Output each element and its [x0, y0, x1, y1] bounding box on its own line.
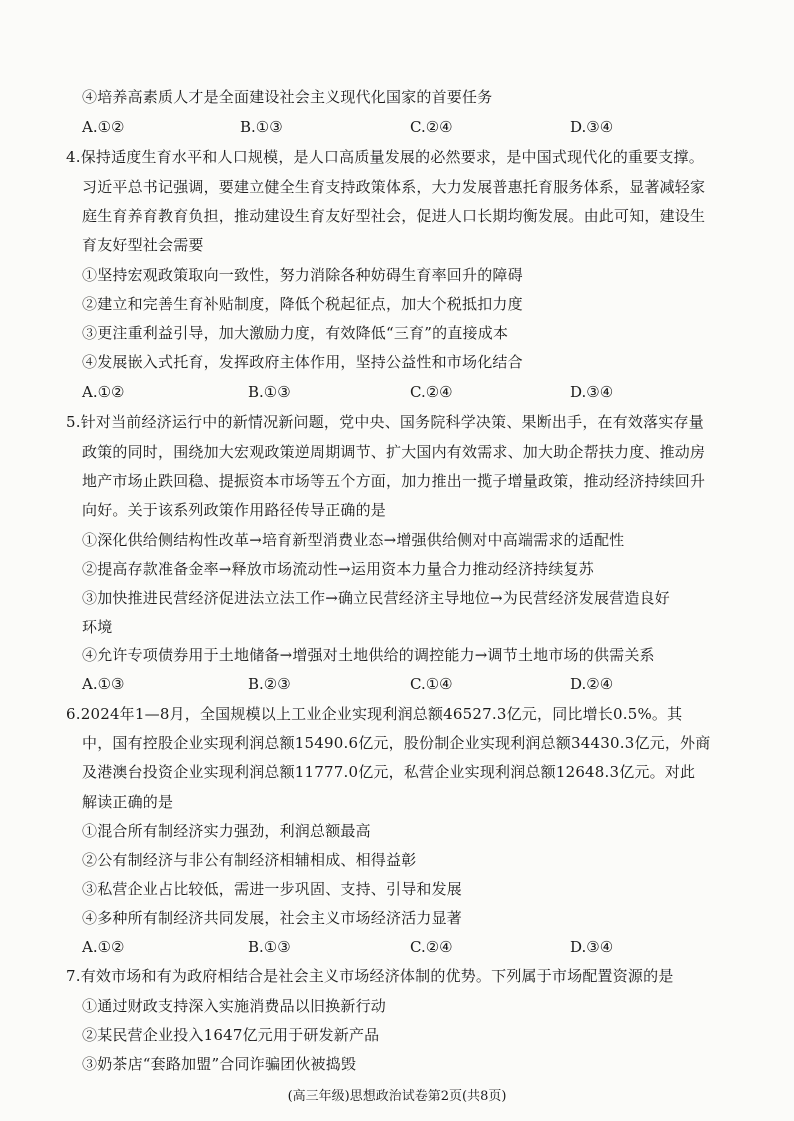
- q6-item: ④多种所有制经济共同发展，社会主义市场经济活力显著: [82, 909, 463, 927]
- page-footer: (高三年级)思想政治试卷第2页(共8页): [287, 1089, 507, 1104]
- q4-option-d[interactable]: D.③④: [570, 383, 614, 401]
- q5-stem-line: 政策的同时，围绕加大宏观政策逆周期调节、扩大国内有效需求、加大助企帮扶力度、推动房: [82, 443, 706, 461]
- q5-options: [82, 674, 722, 694]
- q4-stem-line: 庭生育养育教育负担，推动建设生育友好型社会，促进人口长期均衡发展。由此可知，建设生: [82, 207, 706, 225]
- q5-item-continuation: 环境: [82, 618, 113, 636]
- q3-option-a[interactable]: A.①②: [82, 118, 125, 136]
- q3-option-d[interactable]: D.③④: [570, 118, 614, 136]
- q6-option-c[interactable]: C.②④: [410, 938, 453, 956]
- q4-option-b[interactable]: B.①③: [248, 383, 291, 401]
- q7-item: ②某民营企业投入1647亿元用于研发新产品: [82, 1026, 380, 1044]
- q6-item: ②公有制经济与非公有制经济相辅相成、相得益彰: [82, 851, 417, 869]
- q6-stem-line: 解读正确的是: [82, 793, 174, 811]
- q6-options: [82, 937, 722, 957]
- q5-option-d[interactable]: D.②④: [570, 675, 614, 693]
- q4-item: ③更注重利益引导，加大激励力度，有效降低“三育”的直接成本: [82, 324, 509, 342]
- q5-option-b[interactable]: B.②③: [248, 675, 291, 693]
- q4-item: ④发展嵌入式托育，发挥政府主体作用，坚持公益性和市场化结合: [82, 353, 523, 371]
- q5-item: ④允许专项债券用于土地储备→增强对土地供给的调控能力→调节土地市场的供需关系: [82, 646, 655, 664]
- q5-stem-line: 5.针对当前经济运行中的新情况新问题，党中央、国务院科学决策、果断出手，在有效落实存量: [66, 413, 704, 431]
- q4-options: [82, 382, 722, 402]
- q4-option-c[interactable]: C.②④: [410, 383, 453, 401]
- q3-option-c[interactable]: C.②④: [410, 118, 453, 136]
- q3-options: [82, 117, 722, 137]
- q6-option-b[interactable]: B.①③: [248, 938, 291, 956]
- q5-option-a[interactable]: A.①③: [82, 675, 125, 693]
- q7-item: ①通过财政支持深入实施消费品以旧换新行动: [82, 997, 387, 1015]
- q6-stem-line: 及港澳台投资企业实现利润总额11777.0亿元，私营企业实现利润总额12648.3亿元。对此: [82, 763, 696, 781]
- q4-stem-line: 习近平总书记强调，要建立健全生育支持政策体系，大力发展普惠托育服务体系，显著减轻家: [82, 178, 706, 196]
- q5-item: ①深化供给侧结构性改革→培育新型消费业态→增强供给侧对中高端需求的适配性: [82, 531, 625, 549]
- q6-stem-line: 中，国有控股企业实现利润总额15490.6亿元，股份制企业实现利润总额34430.3亿元，外商: [82, 734, 711, 752]
- q5-stem-line: 地产市场止跌回稳、提振资本市场等五个方面，加力推出一揽子增量政策，推动经济持续回升: [82, 472, 706, 490]
- q4-option-a[interactable]: A.①②: [82, 383, 125, 401]
- q6-stem-line: 6.2024年1—8月，全国规模以上工业企业实现利润总额46527.3亿元，同比增长0.5%。其: [66, 705, 683, 723]
- q6-item: ③私营企业占比较低，需进一步巩固、支持、引导和发展: [82, 880, 463, 898]
- q6-item: ①混合所有制经济实力强劲，利润总额最高: [82, 822, 371, 840]
- q5-item: ②提高存款准备金率→释放市场流动性→运用资本力量合力推动经济持续复苏: [82, 560, 594, 578]
- q5-option-c[interactable]: C.①④: [410, 675, 453, 693]
- q7-stem-line: 7.有效市场和有为政府相结合是社会主义市场经济体制的优势。下列属于市场配置资源的是: [66, 967, 674, 985]
- q6-option-a[interactable]: A.①②: [82, 938, 125, 956]
- q7-item: ③奶茶店“套路加盟”合同诈骗团伙被捣毁: [82, 1055, 357, 1073]
- q4-stem-line: 育友好型社会需要: [82, 236, 204, 254]
- q5-stem-line: 向好。关于该系列政策作用路径传导正确的是: [82, 501, 387, 519]
- q4-item: ②建立和完善生育补贴制度，降低个税起征点，加大个税抵扣力度: [82, 295, 523, 313]
- q4-stem-line: 4.保持适度生育水平和人口规模，是人口高质量发展的必然要求，是中国式现代化的重要支撑。: [66, 148, 704, 166]
- q4-item: ①坚持宏观政策取向一致性，努力消除各种妨碍生育率回升的障碍: [82, 266, 523, 284]
- q6-option-d[interactable]: D.③④: [570, 938, 614, 956]
- q3-option-b[interactable]: B.①③: [240, 118, 283, 136]
- q3-item-4: ④培养高素质人才是全面建设社会主义现代化国家的首要任务: [82, 88, 493, 106]
- q5-item: ③加快推进民营经济促进法立法工作→确立民营经济主导地位→为民营经济发展营造良好: [82, 589, 670, 607]
